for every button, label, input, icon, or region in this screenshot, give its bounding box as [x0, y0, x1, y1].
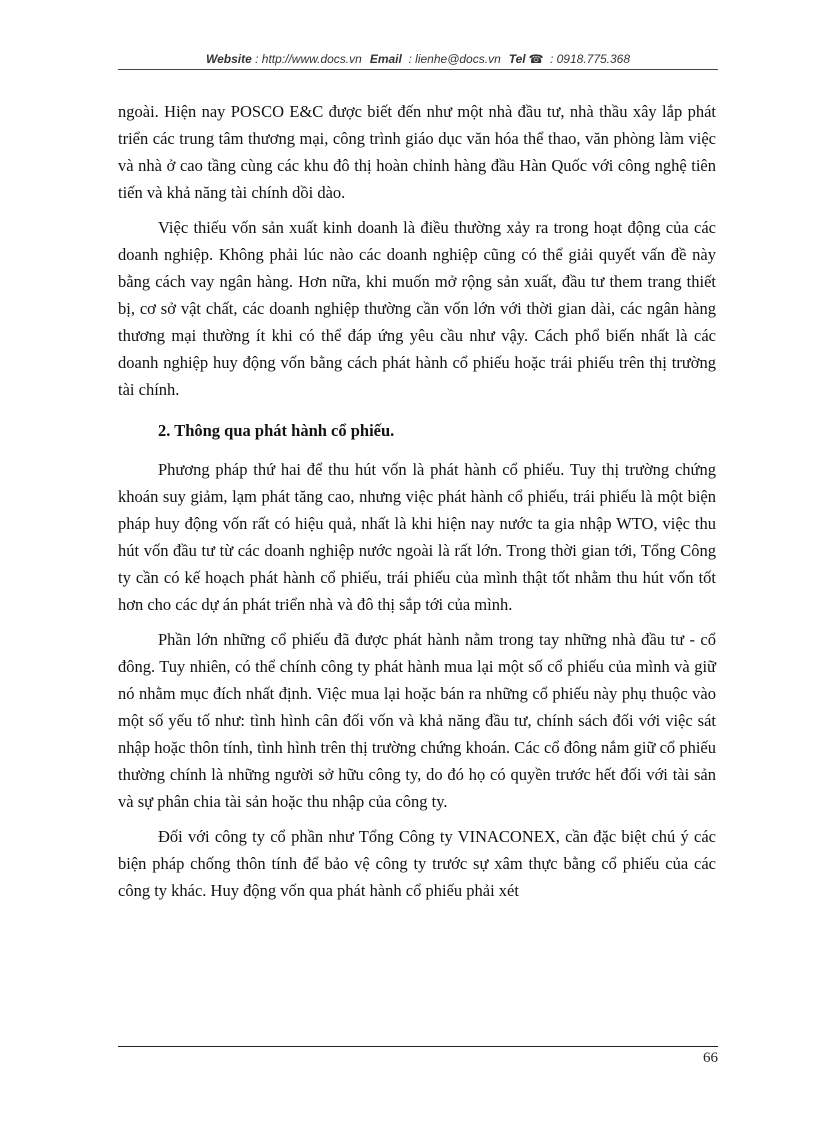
- footer-divider: [118, 1046, 718, 1047]
- website-separator: :: [251, 52, 262, 66]
- paragraph-share-issuance: Phương pháp thứ hai để thu hút vốn là phát hành cổ phiếu. Tuy thị trường chứng khoán suy giảm, lạm phát tăng cao, nhưng việc phát hành cổ phiếu, trái phiếu là một biện pháp huy động vốn rất có hiệu quả, nhất là khi hiện nay nước ta gia nhập WTO, việc thu hút vốn đầu tư từ các doanh nghiệp nước ngoài là rất lớn. Trong thời gian tới, Tổng Công ty cần có kế hoạch phát hành cổ phiếu, trái phiếu của mình thật tốt nhằm thu hút vốn tốt hơn cho các dự án phát triển nhà và đô thị sắp tới của mình.: [118, 460, 716, 614]
- email-separator: :: [401, 52, 416, 66]
- paragraph-capital-shortage: Việc thiếu vốn sản xuất kinh doanh là điều thường xảy ra trong hoạt động của các doanh nghiệp. Không phải lúc nào các doanh nghiệp cũng có thể giải quyết vấn đề này bằng cách vay ngân hàng. Hơn nữa, khi muốn mở rộng sản xuất, đầu tư them trang thiết bị, cơ sở vật chất, các doanh nghiệp thường cần vốn lớn với thời gian dài, các ngân hàng thương mại thường ít khi có thể đáp ứng yêu cầu như vậy. Cách phổ biến nhất là các doanh nghiệp huy động vốn bằng cách phát hành cổ phiếu hoặc trái phiếu trên thị trường tài chính.: [118, 218, 716, 399]
- page-number: 66: [703, 1050, 718, 1066]
- email-label: Email: [369, 52, 402, 66]
- website-label: Website: [205, 52, 252, 66]
- paragraph-shareholders: Phần lớn những cổ phiếu đã được phát hành nằm trong tay những nhà đầu tư - cổ đông. Tuy nhiên, có thể chính công ty phát hành mua lại một số cổ phiếu của mình và giữ nó nhằm mục đích nhất định. Việc mua lại hoặc bán ra những cổ phiếu này phụ thuộc vào một số yếu tố như: tình hình cân đối vốn và khả năng đầu tư, chính sách đối với việc sát nhập hoặc thôn tính, tình hình trên thị trường chứng khoán. Các cổ đông nắm giữ cổ phiếu thường chính là những người sở hữu công ty, do đó họ có quyền trước hết đối với tài sản và sự phân chia tài sản hoặc thu nhập của công ty.: [118, 630, 716, 811]
- section-heading: 2. Thông qua phát hành cổ phiếu.: [158, 421, 395, 440]
- page-header: [118, 46, 718, 70]
- tel-label: Tel: [508, 52, 526, 66]
- document-body: [118, 98, 716, 904]
- tel-separator: :: [546, 52, 557, 66]
- website-url[interactable]: http://www.docs.vn: [261, 52, 362, 66]
- phone-number: 0918.775.368: [556, 52, 631, 66]
- paragraph-vinaconex: Đối với công ty cổ phần như Tổng Công ty VINACONEX, cần đặc biệt chú ý các biện pháp chống thôn tính để bảo vệ công ty trước sự xâm thực bằng cổ phiếu của các công ty khác. Huy động vốn qua phát hành cổ phiếu phải xét: [118, 827, 716, 900]
- phone-icon: ☎: [528, 52, 544, 66]
- paragraph-continuation: ngoài. Hiện nay POSCO E&C được biết đến như một nhà đầu tư, nhà thầu xây lắp phát triển các trung tâm thương mại, công trình giáo dục văn hóa thể thao, văn phòng làm việc và nhà ở cao tầng cùng các khu đô thị hoàn chỉnh hàng đầu Hàn Quốc với công nghệ tiên tiến và khả năng tài chính dồi dào.: [118, 102, 716, 202]
- email-address[interactable]: lienhe@docs.vn: [415, 52, 501, 66]
